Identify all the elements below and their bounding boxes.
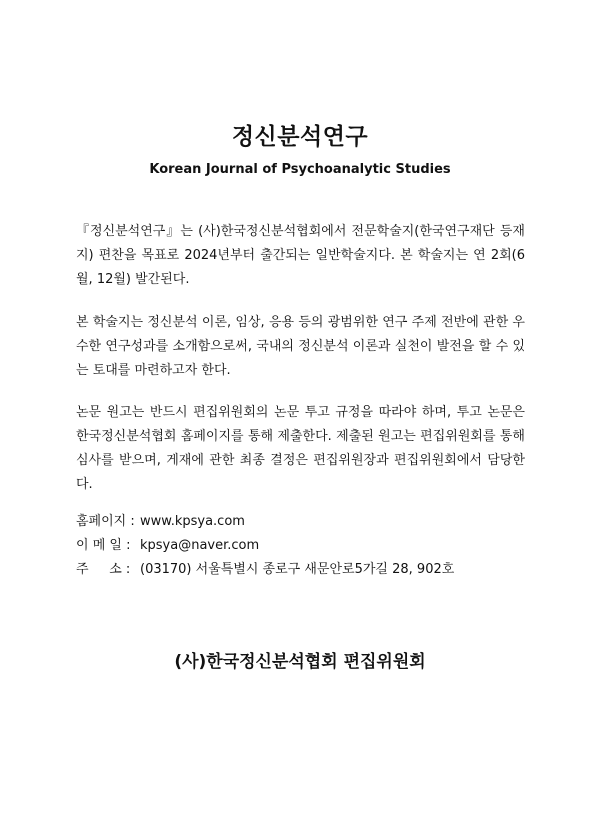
journal-subtitle: Korean Journal of Psychoanalytic Studies (149, 162, 451, 177)
contact-label: 주 소 : (76, 562, 131, 577)
journal-title: 정신분석연구 (231, 124, 369, 150)
paragraph-intro: 『정신분석연구』는 (사)한국정신분석협회에서 전문학술지(한국연구재단 등재지) 편찬을 목표로 2024년부터 출간되는 일반학술지다. 본 학술지는 연 2회(6월, 12월) 발간된다. (76, 224, 525, 287)
homepage-link[interactable]: www.kpsya.com (140, 514, 245, 529)
contact-label: 홈페이지 : (76, 514, 135, 529)
address-value: (03170) 서울특별시 종로구 새문안로5가길 28, 902호 (140, 562, 455, 577)
contact-label: 이 메 일 : (76, 538, 131, 553)
contact-email (76, 534, 525, 558)
paragraph-scope: 본 학술지는 정신분석 이론, 임상, 응용 등의 광범위한 연구 주제 전반에 관한 우수한 연구성과를 소개함으로써, 국내의 정신분석 이론과 실천이 발전을 할 수 있는 토대를 마련하고자 한다. (76, 315, 525, 378)
contact-address (76, 558, 525, 582)
organization-name: (사)한국정신분석협회 편집위원회 (174, 652, 426, 672)
contact-info (76, 510, 525, 582)
paragraph-submission: 논문 원고는 반드시 편집위원회의 논문 투고 규정을 따라야 하며, 투고 논문은 한국정신분석협회 홈페이지를 통해 제출한다. 제출된 원고는 편집위원회를 통해 심사를 받으며, 게재에 관한 최종 결정은 편집위원장과 편집위원회에서 담당한다. (76, 405, 525, 492)
email-link[interactable]: kpsya@naver.com (140, 538, 260, 553)
contact-homepage (76, 510, 525, 534)
